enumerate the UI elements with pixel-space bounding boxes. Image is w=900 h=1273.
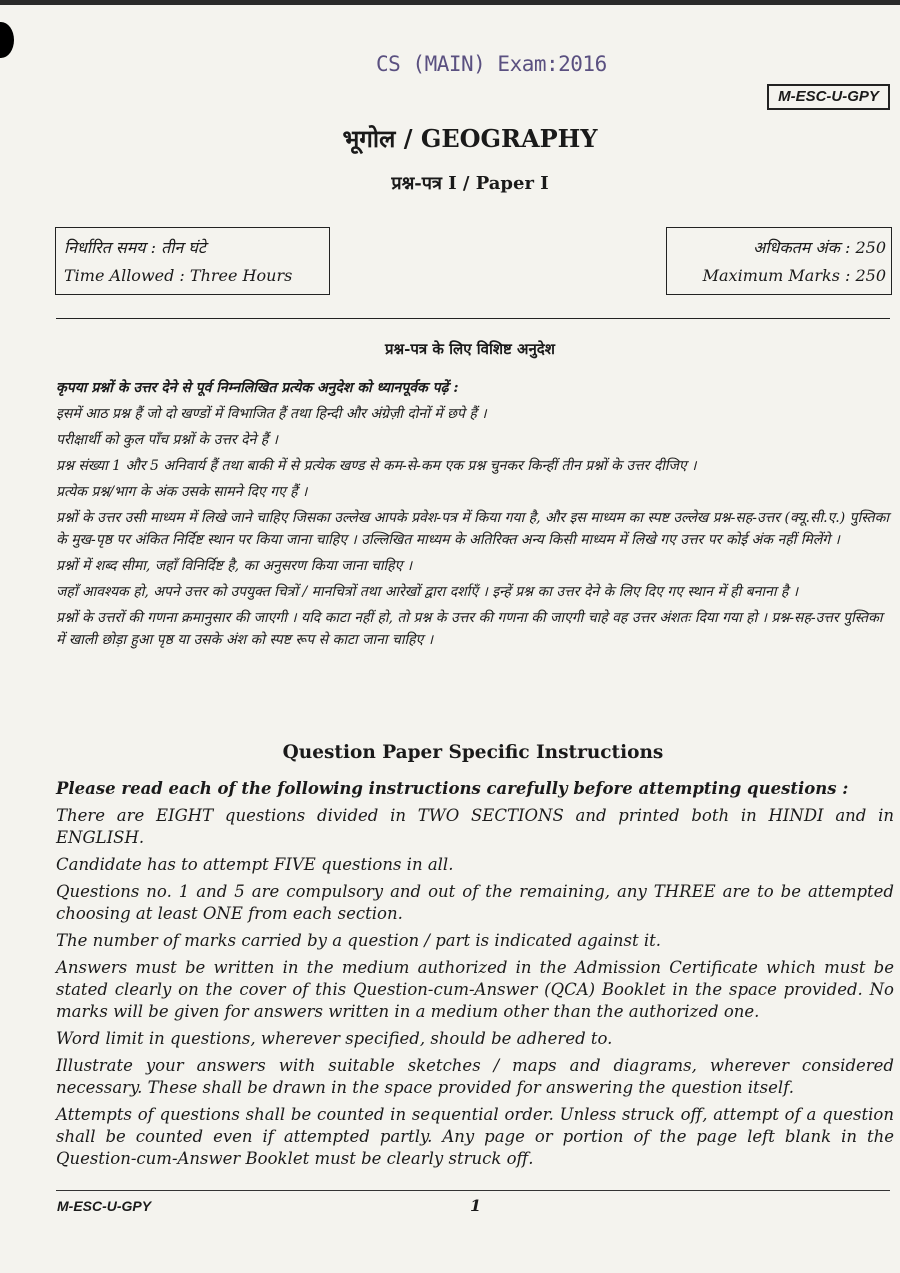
- hindi-instruction-item: प्रश्नों के उत्तरों की गणना क्रमानुसार की जाएगी । यदि काटा नहीं हो, तो प्रश्न के उत्तर की गणना की जाएगी चाहे वह उत्तर अंशतः दिया गया हो । प्रश्न-सह-उत्तर पुस्तिका में खाली छोड़ा हुआ पृष्ठ या उसके अंश को स्पष्ट रूप से काटा जाना चाहिए ।: [56, 610, 883, 648]
- time-allowed-hindi: निर्धारित समय : तीन घंटे: [64, 238, 206, 257]
- english-instruction-item: Questions no. 1 and 5 are compulsory and out of the remaining, any THREE are to be attempted choosing at least ONE from each section.: [56, 882, 894, 923]
- paper-code-box: M-ESC-U-GPY: [767, 84, 890, 110]
- english-instruction-item: Word limit in questions, wherever specified, should be adhered to.: [56, 1029, 613, 1048]
- english-instruction-item: Illustrate your answers with suitable sketches / maps and diagrams, wherever considered necessary. These shall be drawn in the space provided for answering the question itself.: [56, 1056, 894, 1097]
- hindi-instructions-lead: कृपया प्रश्नों के उत्तर देने से पूर्व निम्नलिखित प्रत्येक अनुदेश को ध्यानपूर्वक पढ़ें :: [56, 380, 459, 396]
- time-allowed-english: Time Allowed : Three Hours: [64, 266, 293, 285]
- english-instruction-item: Answers must be written in the medium authorized in the Admission Certificate which must be stated clearly on the cover of this Question-cum-Answer (QCA) Booklet in the space provided. No marks will be given for answers written in a medium other than the authorized one.: [56, 958, 894, 1021]
- footer-divider: [56, 1190, 890, 1191]
- page-title: भूगोल / GEOGRAPHY: [342, 124, 598, 153]
- english-instruction-item: There are EIGHT questions divided in TWO SECTIONS and printed both in HINDI and in ENGLISH.: [56, 806, 894, 847]
- hindi-instruction-item: परीक्षार्थी को कुल पाँच प्रश्नों के उत्तर देने हैं ।: [56, 432, 278, 448]
- hindi-instruction-item: प्रत्येक प्रश्न/भाग के अंक उसके सामने दिए गए हैं ।: [56, 484, 308, 500]
- hindi-instructions-heading: प्रश्न-पत्र के लिए विशिष्ट अनुदेश: [385, 340, 555, 358]
- english-instruction-item: Candidate has to attempt FIVE questions in all.: [56, 855, 454, 874]
- english-instruction-item: The number of marks carried by a question / part is indicated against it.: [56, 931, 662, 950]
- maximum-marks-box: [666, 227, 892, 295]
- english-instructions-lead: Please read each of the following instructions carefully before attempting questions :: [56, 779, 849, 798]
- punch-hole: [0, 22, 14, 58]
- footer-paper-code: M-ESC-U-GPY: [57, 1198, 152, 1214]
- maximum-marks-english: Maximum Marks : 250: [702, 266, 886, 285]
- page-number: 1: [470, 1196, 482, 1215]
- hindi-instruction-item: प्रश्नों में शब्द सीमा, जहाँ विनिर्दिष्ट है, का अनुसरण किया जाना चाहिए ।: [56, 558, 413, 574]
- top-border: [0, 0, 900, 5]
- hindi-instructions: [56, 377, 892, 655]
- exam-stamp: CS (MAIN) Exam:2016: [376, 52, 607, 76]
- header-divider: [56, 318, 890, 319]
- paper-subtitle: प्रश्न-पत्र I / Paper I: [391, 173, 549, 194]
- english-instructions-heading: Question Paper Specific Instructions: [282, 742, 664, 763]
- hindi-instruction-item: इसमें आठ प्रश्न हैं जो दो खण्डों में विभाजित हैं तथा हिन्दी और अंग्रेज़ी दोनों में छपे हैं ।: [56, 406, 487, 422]
- english-instructions: [56, 778, 894, 1175]
- maximum-marks-hindi: अधिकतम अंक : 250: [753, 238, 886, 257]
- english-instruction-item: Attempts of questions shall be counted in sequential order. Unless struck off, attempt of a question shall be counted even if attempted partly. Any page or portion of the page left blank in the Question-cum-Answer Booklet must be clearly struck off.: [56, 1105, 894, 1168]
- time-allowed-box: [55, 227, 330, 295]
- hindi-instruction-item: प्रश्नों के उत्तर उसी माध्यम में लिखे जाने चाहिए जिसका उल्लेख आपके प्रवेश-पत्र में किया गया है, और इस माध्यम का स्पष्ट उल्लेख प्रश्न-सह-उत्तर (क्यू.सी.ए.) पुस्तिका के मुख-पृष्ठ पर अंकित निर्दिष्ट स्थान पर किया जाना चाहिए । उल्लिखित माध्यम के अतिरिक्त अन्य किसी माध्यम में लिखे गए उत्तर पर कोई अंक नहीं मिलेंगे ।: [56, 510, 890, 548]
- hindi-instruction-item: जहाँ आवश्यक हो, अपने उत्तर को उपयुक्त चित्रों / मानचित्रों तथा आरेखों द्वारा दर्शाएँ । इन्हें प्रश्न का उत्तर देने के लिए दिए गए स्थान में ही बनाना है ।: [56, 584, 799, 600]
- hindi-instruction-item: प्रश्न संख्या 1 और 5 अनिवार्य हैं तथा बाकी में से प्रत्येक खण्ड से कम-से-कम एक प्रश्न चुनकर किन्हीं तीन प्रश्नों के उत्तर दीजिए ।: [56, 458, 697, 474]
